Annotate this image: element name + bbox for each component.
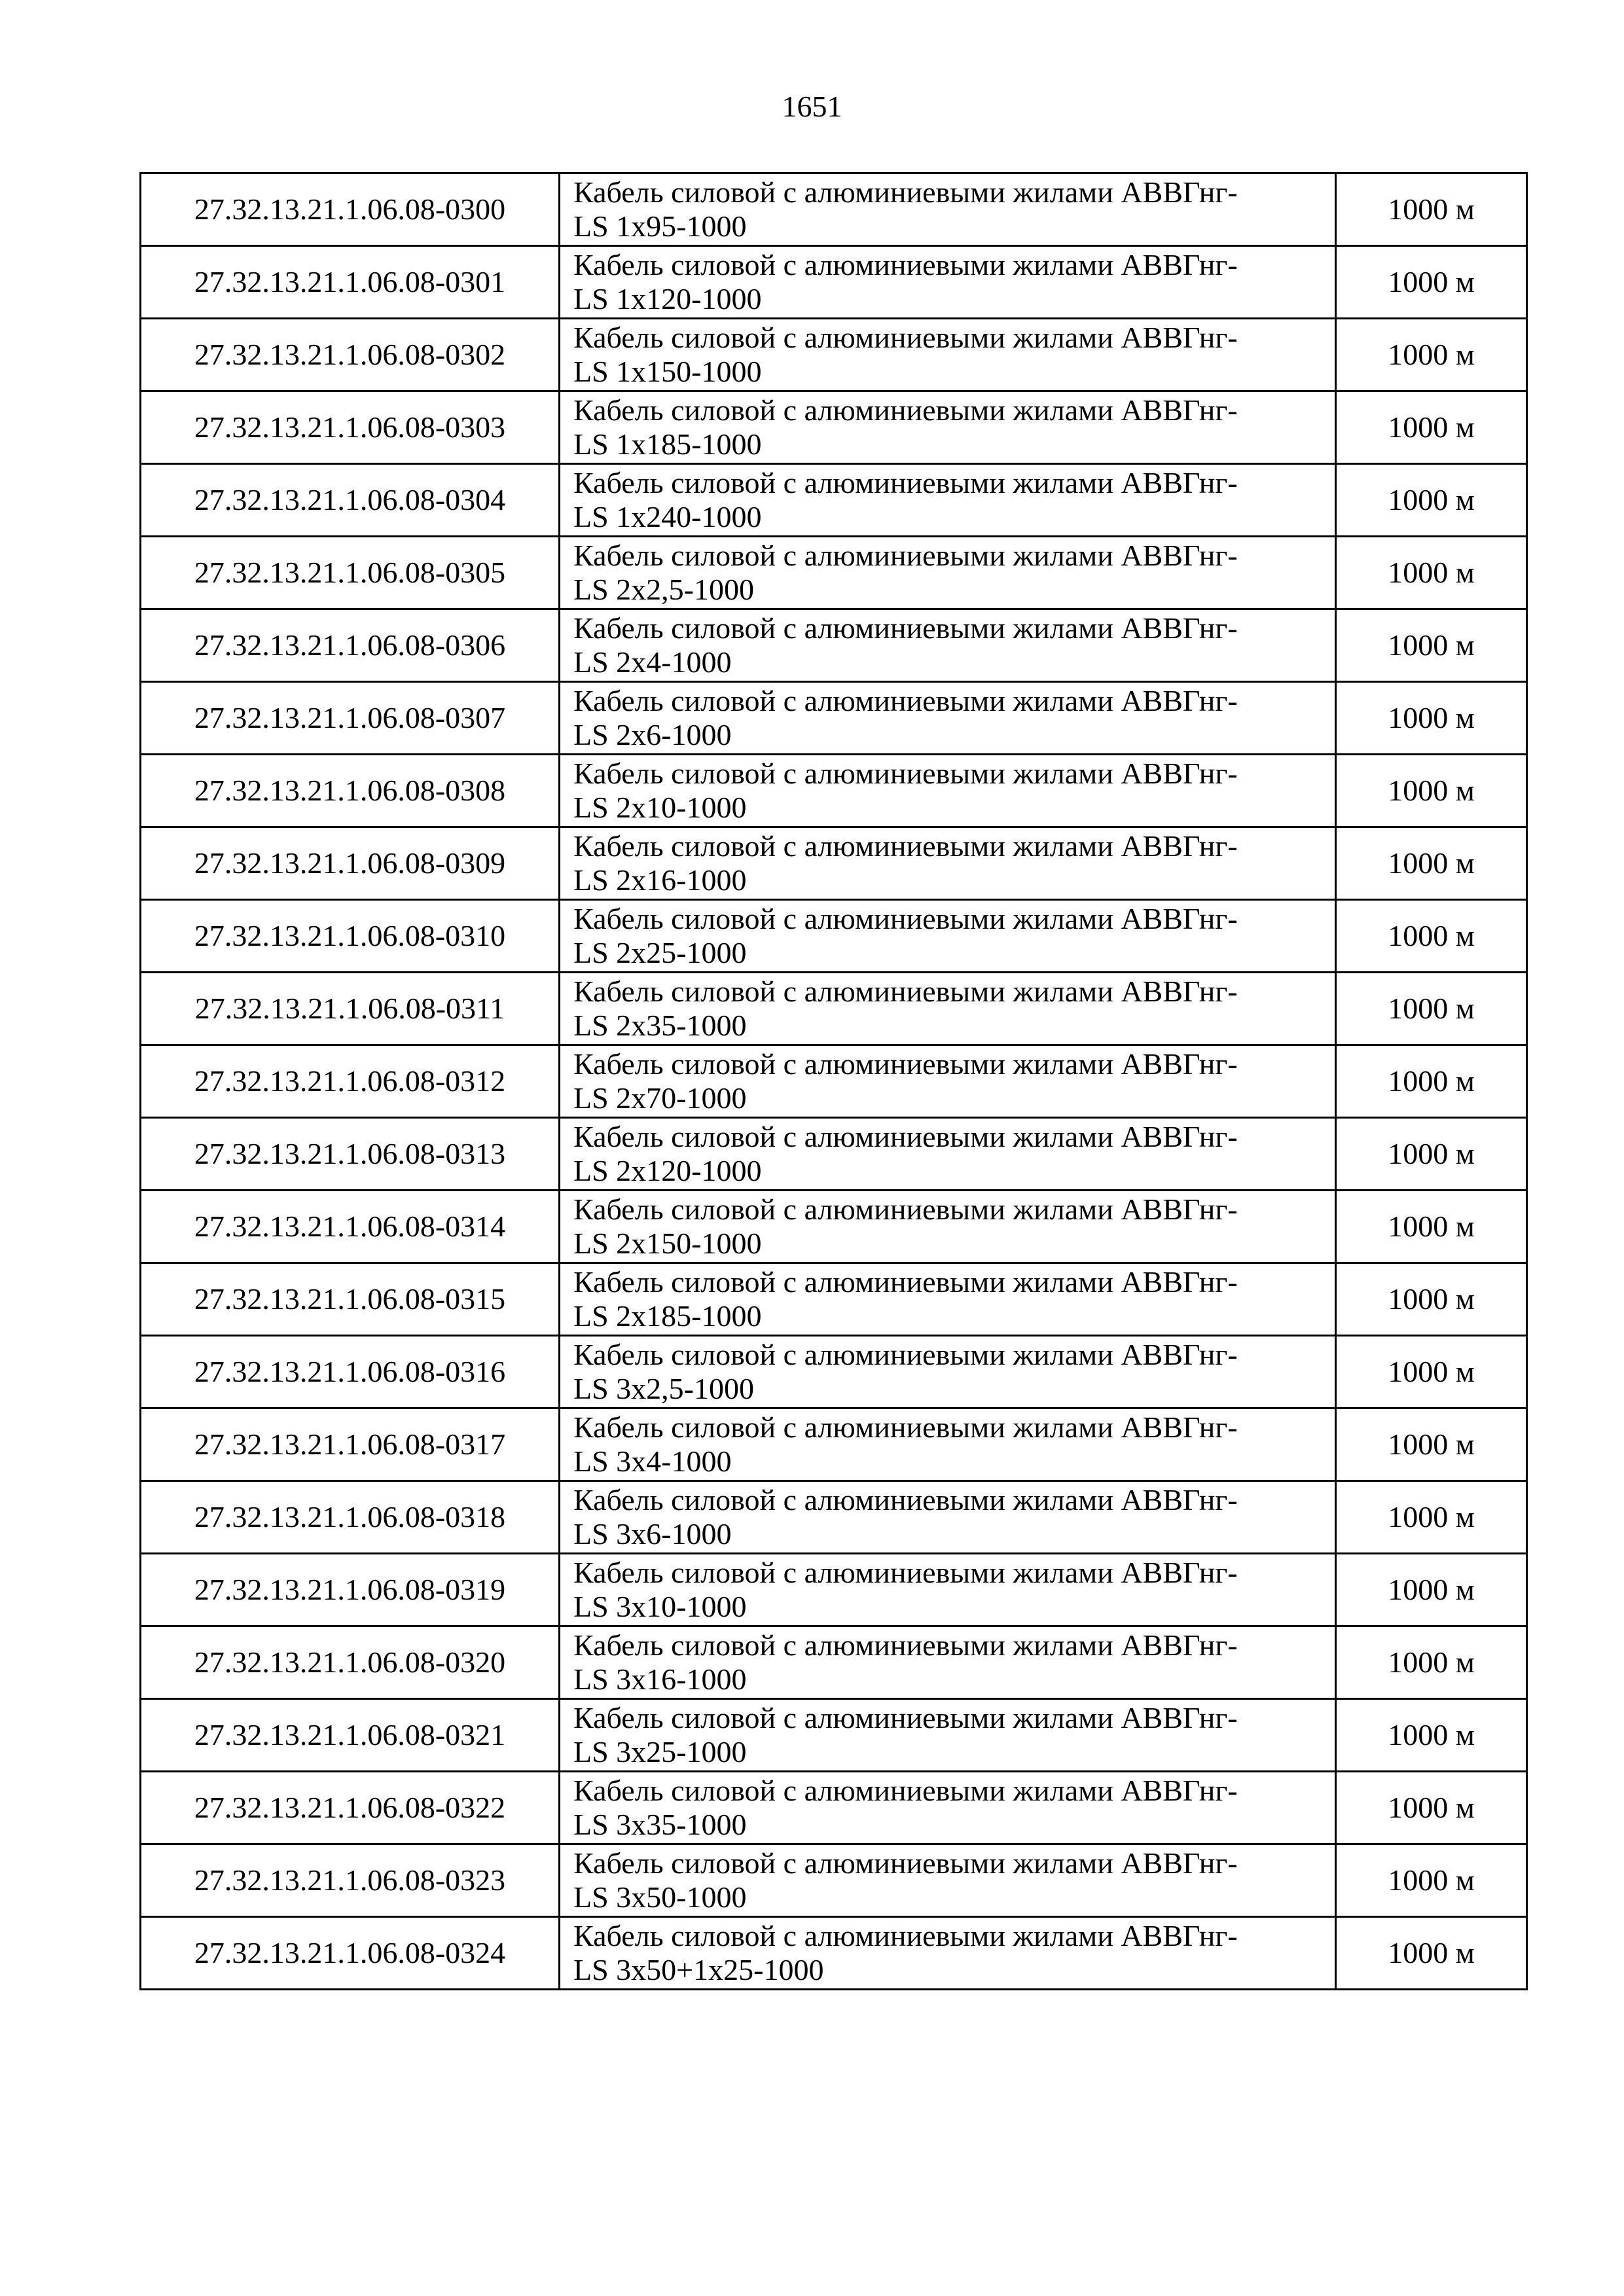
table-row bbox=[141, 973, 1527, 1045]
table-row bbox=[141, 1045, 1527, 1118]
resource-code-cell: 27.32.13.21.1.06.08-0315 bbox=[141, 1263, 560, 1336]
resource-name-line: LS 3х50+1х25-1000 bbox=[573, 1952, 824, 1986]
resource-name-line: LS 3х35-1000 bbox=[573, 1807, 747, 1841]
resource-name-line: Кабель силовой с алюминиевыми жилами АВВГнг- bbox=[573, 393, 1238, 427]
resource-name-line: LS 2х25-1000 bbox=[573, 935, 747, 969]
table-row bbox=[141, 1336, 1527, 1408]
table-row bbox=[141, 1481, 1527, 1554]
unit-cell: 1000 м bbox=[1336, 537, 1527, 609]
resource-code-cell: 27.32.13.21.1.06.08-0310 bbox=[141, 900, 560, 973]
table-row bbox=[141, 246, 1527, 319]
table-row bbox=[141, 609, 1527, 682]
table-row bbox=[141, 537, 1527, 609]
table-row bbox=[141, 319, 1527, 391]
resource-name-cell bbox=[560, 1408, 1336, 1481]
resource-name-cell bbox=[560, 246, 1336, 319]
resource-name-cell bbox=[560, 537, 1336, 609]
table-row bbox=[141, 1554, 1527, 1626]
resource-name-cell bbox=[560, 1336, 1336, 1408]
unit-cell: 1000 м bbox=[1336, 1263, 1527, 1336]
table-body bbox=[141, 173, 1527, 1990]
resource-name-line: Кабель силовой с алюминиевыми жилами АВВГнг- bbox=[573, 829, 1238, 863]
resource-name-cell bbox=[560, 1045, 1336, 1118]
resource-code-cell: 27.32.13.21.1.06.08-0322 bbox=[141, 1772, 560, 1844]
resource-name-line: LS 2х4-1000 bbox=[573, 645, 732, 679]
resource-name-line: Кабель силовой с алюминиевыми жилами АВВГнг- bbox=[573, 1047, 1238, 1081]
resource-code-cell: 27.32.13.21.1.06.08-0307 bbox=[141, 682, 560, 755]
resource-name-line: Кабель силовой с алюминиевыми жилами АВВГнг- bbox=[573, 321, 1238, 354]
unit-cell: 1000 м bbox=[1336, 1772, 1527, 1844]
resource-name-line: LS 1х240-1000 bbox=[573, 499, 762, 533]
unit-cell: 1000 м bbox=[1336, 1626, 1527, 1699]
resource-name-line: LS 3х4-1000 bbox=[573, 1444, 732, 1478]
resource-name-line: LS 3х2,5-1000 bbox=[573, 1371, 754, 1405]
table-row bbox=[141, 1191, 1527, 1263]
table-row bbox=[141, 1772, 1527, 1844]
resource-name-line: Кабель силовой с алюминиевыми жилами АВВГнг- bbox=[573, 684, 1238, 717]
resource-name-line: Кабель силовой с алюминиевыми жилами АВВГнг- bbox=[573, 1193, 1238, 1226]
resource-name-line: LS 2х16-1000 bbox=[573, 863, 747, 897]
table-row bbox=[141, 391, 1527, 464]
table-row bbox=[141, 1118, 1527, 1191]
unit-cell: 1000 м bbox=[1336, 1917, 1527, 1990]
table-row bbox=[141, 682, 1527, 755]
resource-code-cell: 27.32.13.21.1.06.08-0319 bbox=[141, 1554, 560, 1626]
resource-name-cell bbox=[560, 900, 1336, 973]
resource-code-cell: 27.32.13.21.1.06.08-0309 bbox=[141, 827, 560, 900]
resource-code-cell: 27.32.13.21.1.06.08-0306 bbox=[141, 609, 560, 682]
resource-name-cell bbox=[560, 173, 1336, 246]
resource-name-line: LS 2х120-1000 bbox=[573, 1153, 762, 1187]
resource-code-cell: 27.32.13.21.1.06.08-0304 bbox=[141, 464, 560, 537]
resource-name-line: Кабель силовой с алюминиевыми жилами АВВГнг- bbox=[573, 466, 1238, 499]
resource-code-cell: 27.32.13.21.1.06.08-0302 bbox=[141, 319, 560, 391]
resource-name-cell bbox=[560, 1118, 1336, 1191]
resource-code-cell: 27.32.13.21.1.06.08-0308 bbox=[141, 755, 560, 827]
resource-name-line: LS 1х120-1000 bbox=[573, 281, 762, 315]
table-row bbox=[141, 1917, 1527, 1990]
resource-name-line: Кабель силовой с алюминиевыми жилами АВВГнг- bbox=[573, 1846, 1238, 1880]
resource-name-line: LS 2х70-1000 bbox=[573, 1081, 747, 1115]
unit-cell: 1000 м bbox=[1336, 900, 1527, 973]
table-row bbox=[141, 1626, 1527, 1699]
resource-code-cell: 27.32.13.21.1.06.08-0320 bbox=[141, 1626, 560, 1699]
table-row bbox=[141, 755, 1527, 827]
resource-name-line: LS 3х50-1000 bbox=[573, 1880, 747, 1914]
resource-name-cell bbox=[560, 1699, 1336, 1772]
resource-name-cell bbox=[560, 464, 1336, 537]
table-row bbox=[141, 1263, 1527, 1336]
table-row bbox=[141, 1844, 1527, 1917]
resource-code-cell: 27.32.13.21.1.06.08-0316 bbox=[141, 1336, 560, 1408]
table-row bbox=[141, 1408, 1527, 1481]
resource-name-line: LS 1х95-1000 bbox=[573, 209, 747, 243]
resource-table bbox=[139, 172, 1528, 1990]
resource-name-line: Кабель силовой с алюминиевыми жилами АВВГнг- bbox=[573, 1120, 1238, 1153]
resource-name-line: LS 3х10-1000 bbox=[573, 1589, 747, 1623]
unit-cell: 1000 м bbox=[1336, 246, 1527, 319]
unit-cell: 1000 м bbox=[1336, 755, 1527, 827]
resource-name-line: LS 2х2,5-1000 bbox=[573, 572, 754, 606]
unit-cell: 1000 м bbox=[1336, 391, 1527, 464]
resource-code-cell: 27.32.13.21.1.06.08-0301 bbox=[141, 246, 560, 319]
resource-name-cell bbox=[560, 1554, 1336, 1626]
unit-cell: 1000 м bbox=[1336, 319, 1527, 391]
resource-name-line: Кабель силовой с алюминиевыми жилами АВВГнг- bbox=[573, 1410, 1238, 1444]
resource-name-line: LS 2х35-1000 bbox=[573, 1008, 747, 1042]
unit-cell: 1000 м bbox=[1336, 1481, 1527, 1554]
resource-name-cell bbox=[560, 827, 1336, 900]
resource-name-cell bbox=[560, 1263, 1336, 1336]
resource-name-line: Кабель силовой с алюминиевыми жилами АВВГнг- bbox=[573, 539, 1238, 572]
unit-cell: 1000 м bbox=[1336, 1191, 1527, 1263]
resource-code-cell: 27.32.13.21.1.06.08-0300 bbox=[141, 173, 560, 246]
unit-cell: 1000 м bbox=[1336, 1699, 1527, 1772]
resource-code-cell: 27.32.13.21.1.06.08-0305 bbox=[141, 537, 560, 609]
table-row bbox=[141, 827, 1527, 900]
resource-name-cell bbox=[560, 1626, 1336, 1699]
resource-name-line: LS 3х6-1000 bbox=[573, 1516, 732, 1551]
unit-cell: 1000 м bbox=[1336, 464, 1527, 537]
unit-cell: 1000 м bbox=[1336, 1554, 1527, 1626]
unit-cell: 1000 м bbox=[1336, 1336, 1527, 1408]
resource-name-cell bbox=[560, 755, 1336, 827]
resource-name-line: Кабель силовой с алюминиевыми жилами АВВГнг- bbox=[573, 1556, 1238, 1589]
resource-name-line: Кабель силовой с алюминиевыми жилами АВВГнг- bbox=[573, 1483, 1238, 1516]
resource-name-cell bbox=[560, 1772, 1336, 1844]
resource-name-line: LS 2х6-1000 bbox=[573, 717, 732, 751]
resource-name-line: LS 3х25-1000 bbox=[573, 1734, 747, 1768]
unit-cell: 1000 м bbox=[1336, 682, 1527, 755]
resource-name-line: Кабель силовой с алюминиевыми жилами АВВГнг- bbox=[573, 248, 1238, 281]
unit-cell: 1000 м bbox=[1336, 827, 1527, 900]
resource-code-cell: 27.32.13.21.1.06.08-0314 bbox=[141, 1191, 560, 1263]
resource-name-cell bbox=[560, 1844, 1336, 1917]
resource-name-line: LS 2х10-1000 bbox=[573, 790, 747, 824]
resource-name-line: Кабель силовой с алюминиевыми жилами АВВГнг- bbox=[573, 611, 1238, 645]
resource-name-line: LS 2х150-1000 bbox=[573, 1226, 762, 1260]
resource-code-cell: 27.32.13.21.1.06.08-0323 bbox=[141, 1844, 560, 1917]
unit-cell: 1000 м bbox=[1336, 609, 1527, 682]
table-row bbox=[141, 173, 1527, 246]
table-row bbox=[141, 464, 1527, 537]
resource-name-cell bbox=[560, 1191, 1336, 1263]
resource-name-line: Кабель силовой с алюминиевыми жилами АВВГнг- bbox=[573, 1628, 1238, 1662]
resource-name-cell bbox=[560, 682, 1336, 755]
table-row bbox=[141, 1699, 1527, 1772]
resource-code-cell: 27.32.13.21.1.06.08-0321 bbox=[141, 1699, 560, 1772]
resource-name-cell bbox=[560, 319, 1336, 391]
resource-code-cell: 27.32.13.21.1.06.08-0318 bbox=[141, 1481, 560, 1554]
unit-cell: 1000 м bbox=[1336, 1408, 1527, 1481]
resource-code-cell: 27.32.13.21.1.06.08-0317 bbox=[141, 1408, 560, 1481]
unit-cell: 1000 м bbox=[1336, 173, 1527, 246]
resource-name-line: Кабель силовой с алюминиевыми жилами АВВГнг- bbox=[573, 1701, 1238, 1734]
resource-name-line: LS 3х16-1000 bbox=[573, 1662, 747, 1696]
resource-code-cell: 27.32.13.21.1.06.08-0303 bbox=[141, 391, 560, 464]
resource-name-line: Кабель силовой с алюминиевыми жилами АВВГнг- bbox=[573, 975, 1238, 1008]
resource-code-cell: 27.32.13.21.1.06.08-0324 bbox=[141, 1917, 560, 1990]
unit-cell: 1000 м bbox=[1336, 1045, 1527, 1118]
resource-code-cell: 27.32.13.21.1.06.08-0311 bbox=[141, 973, 560, 1045]
resource-code-cell: 27.32.13.21.1.06.08-0313 bbox=[141, 1118, 560, 1191]
table-row bbox=[141, 900, 1527, 973]
unit-cell: 1000 м bbox=[1336, 1118, 1527, 1191]
resource-name-line: Кабель силовой с алюминиевыми жилами АВВГнг- bbox=[573, 902, 1238, 935]
resource-name-cell bbox=[560, 391, 1336, 464]
resource-code-cell: 27.32.13.21.1.06.08-0312 bbox=[141, 1045, 560, 1118]
resource-name-line: Кабель силовой с алюминиевыми жилами АВВГнг- bbox=[573, 1919, 1238, 1952]
resource-name-line: LS 1х150-1000 bbox=[573, 354, 762, 388]
resource-name-line: LS 2х185-1000 bbox=[573, 1299, 762, 1333]
resource-name-line: Кабель силовой с алюминиевыми жилами АВВГнг- bbox=[573, 175, 1238, 209]
resource-name-cell bbox=[560, 1481, 1336, 1554]
unit-cell: 1000 м bbox=[1336, 1844, 1527, 1917]
resource-name-line: Кабель силовой с алюминиевыми жилами АВВГнг- bbox=[573, 1265, 1238, 1299]
resource-name-line: Кабель силовой с алюминиевыми жилами АВВГнг- bbox=[573, 1338, 1238, 1371]
unit-cell: 1000 м bbox=[1336, 973, 1527, 1045]
resource-name-line: Кабель силовой с алюминиевыми жилами АВВГнг- bbox=[573, 1774, 1238, 1807]
resource-name-cell bbox=[560, 609, 1336, 682]
resource-name-cell bbox=[560, 1917, 1336, 1990]
resource-name-line: Кабель силовой с алюминиевыми жилами АВВГнг- bbox=[573, 757, 1238, 790]
resource-name-line: LS 1х185-1000 bbox=[573, 427, 762, 461]
page-number: 1651 bbox=[782, 90, 842, 123]
resource-name-cell bbox=[560, 973, 1336, 1045]
